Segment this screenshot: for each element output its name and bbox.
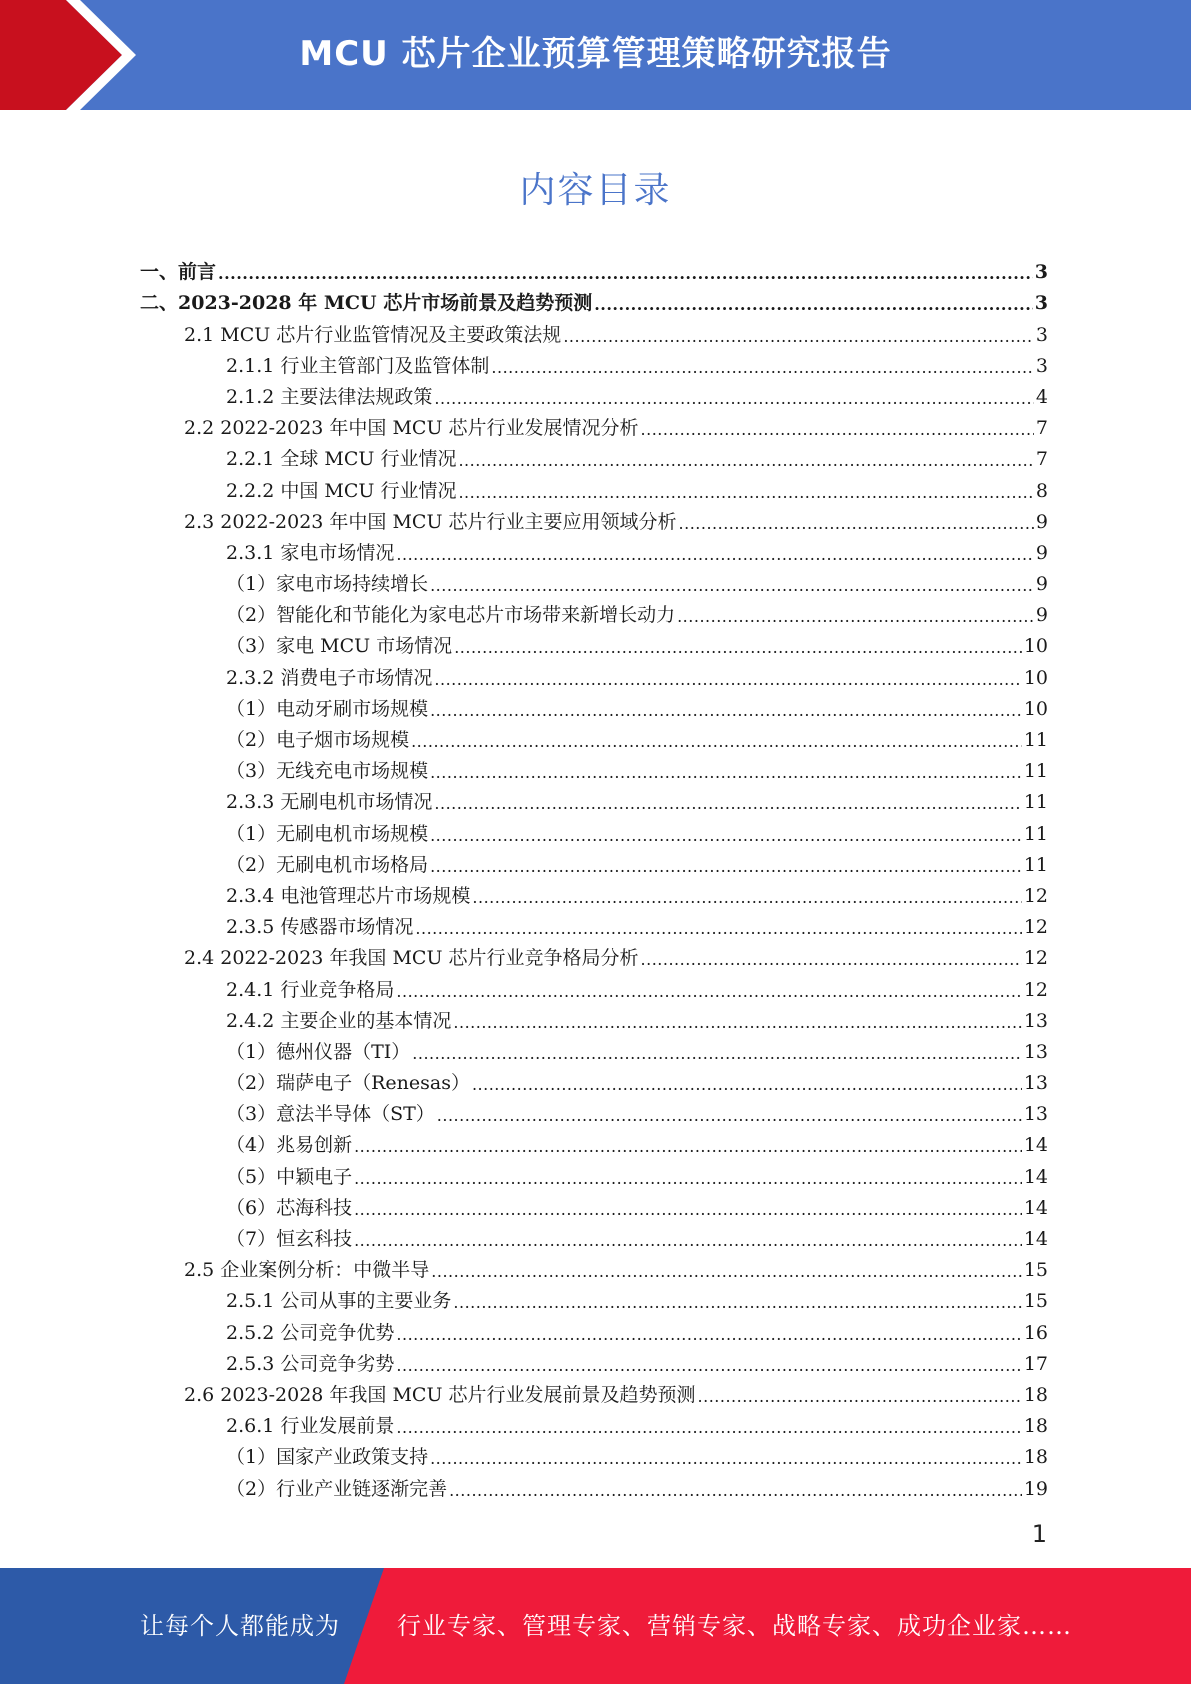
- toc-entry-page: 14: [1023, 1134, 1048, 1157]
- toc-dot-leader: [354, 1169, 1022, 1189]
- toc-entry[interactable]: [140, 877, 1048, 908]
- toc-entry[interactable]: [140, 658, 1048, 689]
- toc-entry-page: 7: [1035, 448, 1048, 471]
- toc-entry-title: 2.3.3 无刷电机市场情况: [226, 791, 433, 814]
- toc-entry[interactable]: [140, 1345, 1048, 1376]
- toc-entry-title: 2.4.1 行业竞争格局: [226, 978, 395, 1001]
- toc-entry[interactable]: [140, 690, 1048, 721]
- toc-dot-leader: [677, 607, 1034, 627]
- toc-entry-page: 9: [1035, 604, 1048, 627]
- toc-dot-leader: [354, 1137, 1022, 1157]
- toc-entry-page: 10: [1023, 635, 1048, 658]
- toc-entry[interactable]: [140, 1438, 1048, 1469]
- toc-entry-title: （1）电动牙刷市场规模: [226, 697, 429, 720]
- toc-entry[interactable]: [140, 1157, 1048, 1188]
- toc-dot-leader: [472, 888, 1021, 908]
- toc-dot-leader: [396, 982, 1021, 1002]
- toc-entry-title: （2）无刷电机市场格局: [226, 853, 429, 876]
- toc-entry[interactable]: [140, 1251, 1048, 1282]
- toc-entry-title: 2.6 2023-2028 年我国 MCU 芯片行业发展前景及趋势预测: [184, 1383, 696, 1406]
- toc-entry-page: 14: [1023, 1165, 1048, 1188]
- toc-dot-leader: [354, 1231, 1022, 1251]
- toc-entry-page: 13: [1023, 1009, 1048, 1032]
- toc-entry-page: 3: [1035, 354, 1048, 377]
- toc-dot-leader: [396, 1356, 1021, 1376]
- toc-dot-leader: [458, 451, 1033, 471]
- toc-entry[interactable]: [140, 846, 1048, 877]
- toc-entry[interactable]: [140, 1126, 1048, 1157]
- toc-dot-leader: [679, 514, 1034, 534]
- toc-dot-leader: [641, 420, 1034, 440]
- toc-entry[interactable]: [140, 347, 1048, 378]
- toc-entry-title: 二、2023-2028 年 MCU 芯片市场前景及趋势预测: [140, 292, 593, 315]
- report-header: [0, 0, 1191, 110]
- toc-entry-page: 3: [1035, 323, 1048, 346]
- toc-entry-page: 11: [1023, 853, 1048, 876]
- toc-dot-leader: [698, 1387, 1022, 1407]
- toc-entry-title: 2.5.3 公司竞争劣势: [226, 1352, 395, 1375]
- toc-entry-page: 15: [1023, 1259, 1048, 1282]
- toc-entry[interactable]: [140, 1033, 1048, 1064]
- toc-entry-page: 15: [1023, 1290, 1048, 1313]
- footer-banner: [0, 1568, 1191, 1684]
- toc-entry-title: （6）芯海科技: [226, 1196, 353, 1219]
- toc-entry-page: 11: [1023, 791, 1048, 814]
- toc-entry-title: （4）兆易创新: [226, 1134, 353, 1157]
- toc-entry-title: 2.3.1 家电市场情况: [226, 541, 395, 564]
- toc-dot-leader: [458, 483, 1033, 503]
- toc-entry[interactable]: [140, 253, 1048, 284]
- toc-entry-page: 10: [1023, 697, 1048, 720]
- toc-entry-title: （3）意法半导体（ST）: [226, 1103, 435, 1126]
- toc-entry-title: 2.5 企业案例分析：中微半导: [184, 1259, 430, 1282]
- toc-entry-page: 12: [1023, 947, 1048, 970]
- toc-entry-title: 2.5.1 公司从事的主要业务: [226, 1290, 452, 1313]
- toc-entry[interactable]: [140, 1469, 1048, 1500]
- toc-entry-title: （1）德州仪器（TI）: [226, 1040, 411, 1063]
- toc-dot-leader: [430, 763, 1022, 783]
- toc-entry-page: 16: [1023, 1321, 1048, 1344]
- toc-entry-page: 14: [1023, 1196, 1048, 1219]
- toc-entry[interactable]: [140, 1220, 1048, 1251]
- toc-dot-leader: [472, 1075, 1022, 1095]
- toc-entry-page: 18: [1023, 1446, 1048, 1469]
- toc-entry[interactable]: [140, 783, 1048, 814]
- toc-entry-page: 17: [1023, 1352, 1048, 1375]
- toc-entry-page: 9: [1035, 510, 1048, 533]
- toc-entry-page: 10: [1023, 666, 1048, 689]
- table-of-contents: [140, 253, 1048, 1501]
- toc-heading: 内容目录: [519, 170, 672, 211]
- toc-entry[interactable]: [140, 284, 1048, 315]
- toc-entry-page: 9: [1035, 573, 1048, 596]
- toc-entry-page: 11: [1023, 822, 1048, 845]
- toc-entry[interactable]: [140, 1064, 1048, 1095]
- toc-entry[interactable]: [140, 534, 1048, 565]
- toc-entry[interactable]: [140, 627, 1048, 658]
- toc-entry[interactable]: [140, 752, 1048, 783]
- toc-entry[interactable]: [140, 409, 1048, 440]
- toc-entry-page: 13: [1023, 1072, 1048, 1095]
- toc-dot-leader: [434, 389, 1034, 409]
- toc-dot-leader: [641, 950, 1022, 970]
- toc-entry[interactable]: [140, 315, 1048, 346]
- toc-entry[interactable]: [140, 814, 1048, 845]
- toc-dot-leader: [434, 794, 1021, 814]
- toc-dot-leader: [434, 670, 1021, 690]
- toc-dot-leader: [491, 358, 1034, 378]
- toc-entry-page: 4: [1035, 385, 1048, 408]
- toc-dot-leader: [453, 1293, 1021, 1313]
- toc-dot-leader: [412, 1044, 1022, 1064]
- toc-entry-title: 2.5.2 公司竞争优势: [226, 1321, 395, 1344]
- toc-entry[interactable]: [140, 503, 1048, 534]
- toc-entry-page: 12: [1023, 916, 1048, 939]
- footer-slogan-left: 让每个人都能成为: [140, 1612, 340, 1640]
- toc-entry[interactable]: [140, 721, 1048, 752]
- toc-entry[interactable]: [140, 1282, 1048, 1313]
- toc-entry-title: （2）电子烟市场规模: [226, 729, 410, 751]
- toc-entry[interactable]: [140, 1407, 1048, 1438]
- toc-entry-title: 2.6.1 行业发展前景: [226, 1415, 395, 1438]
- toc-dot-leader: [411, 732, 1022, 752]
- toc-dot-leader: [437, 1106, 1022, 1126]
- toc-entry[interactable]: [140, 1376, 1048, 1407]
- toc-entry-title: 2.1.1 行业主管部门及监管体制: [226, 354, 490, 377]
- toc-entry[interactable]: [140, 970, 1048, 1001]
- toc-entry-page: 12: [1023, 884, 1048, 907]
- toc-entry-page: 3: [1034, 261, 1048, 284]
- toc-entry-page: 13: [1023, 1103, 1048, 1126]
- toc-entry[interactable]: [140, 908, 1048, 939]
- toc-dot-leader: [218, 264, 1033, 284]
- toc-entry-title: （3）无线充电市场规模: [226, 760, 429, 783]
- toc-dot-leader: [563, 327, 1034, 347]
- toc-entry[interactable]: [140, 1095, 1048, 1126]
- toc-entry-title: （1）无刷电机市场规模: [226, 822, 429, 845]
- toc-entry[interactable]: [140, 471, 1048, 502]
- toc-dot-leader: [430, 701, 1022, 721]
- toc-dot-leader: [430, 1449, 1022, 1469]
- toc-entry-title: 2.2.1 全球 MCU 行业情况: [226, 448, 457, 471]
- footer-slogan-right: 行业专家、管理专家、营销专家、战略专家、成功企业家……: [397, 1612, 1072, 1640]
- toc-entry-page: 7: [1035, 417, 1048, 440]
- toc-entry-title: 2.3.4 电池管理芯片市场规模: [226, 884, 471, 907]
- toc-entry-page: 13: [1023, 1040, 1048, 1063]
- toc-dot-leader: [430, 826, 1022, 846]
- toc-entry-title: （2）行业产业链逐渐完善: [226, 1477, 448, 1500]
- toc-dot-leader: [449, 1481, 1022, 1501]
- toc-entry[interactable]: [140, 440, 1048, 471]
- toc-entry-title: （1）家电市场持续增长: [226, 573, 429, 596]
- toc-dot-leader: [354, 1200, 1022, 1220]
- toc-entry-title: （3）家电 MCU 市场情况: [226, 635, 453, 658]
- toc-entry[interactable]: [140, 1002, 1048, 1033]
- toc-entry-title: 2.3.5 传感器市场情况: [226, 916, 414, 939]
- toc-entry-title: 2.1 MCU 芯片行业监管情况及主要政策法规: [184, 323, 562, 346]
- toc-entry-title: （5）中颖电子: [226, 1165, 353, 1188]
- report-title: MCU 芯片企业预算管理策略研究报告: [299, 34, 892, 74]
- toc-dot-leader: [430, 857, 1022, 877]
- toc-entry-title: （7）恒玄科技: [226, 1228, 353, 1250]
- toc-entry-title: 2.4 2022-2023 年我国 MCU 芯片行业竞争格局分析: [184, 947, 639, 970]
- toc-entry[interactable]: [140, 939, 1048, 970]
- toc-entry-title: （2）智能化和节能化为家电芯片市场带来新增长动力: [226, 604, 676, 627]
- toc-dot-leader: [431, 1262, 1022, 1282]
- toc-dot-leader: [396, 545, 1034, 565]
- page-number: 1: [1031, 1520, 1047, 1548]
- toc-entry-title: 2.3.2 消费电子市场情况: [226, 666, 433, 689]
- toc-entry-page: 11: [1023, 729, 1048, 751]
- toc-entry-page: 18: [1023, 1383, 1048, 1406]
- toc-entry-page: 11: [1023, 760, 1048, 783]
- toc-dot-leader: [415, 919, 1021, 939]
- toc-dot-leader: [430, 576, 1034, 596]
- toc-entry-title: （1）国家产业政策支持: [226, 1446, 429, 1469]
- toc-entry-page: 18: [1023, 1415, 1048, 1438]
- toc-entry-title: 2.2.2 中国 MCU 行业情况: [226, 479, 457, 502]
- toc-entry[interactable]: [140, 1313, 1048, 1344]
- toc-entry[interactable]: [140, 596, 1048, 627]
- toc-entry-title: （2）瑞萨电子（Renesas）: [226, 1072, 470, 1095]
- toc-entry-title: 2.2 2022-2023 年中国 MCU 芯片行业发展情况分析: [184, 417, 639, 440]
- toc-entry[interactable]: [140, 1189, 1048, 1220]
- toc-dot-leader: [594, 295, 1033, 315]
- toc-entry-page: 3: [1034, 292, 1048, 315]
- toc-dot-leader: [454, 638, 1022, 658]
- toc-entry-title: 2.4.2 主要企业的基本情况: [226, 1009, 452, 1032]
- toc-entry[interactable]: [140, 378, 1048, 409]
- toc-entry-title: 2.1.2 主要法律法规政策: [226, 385, 433, 408]
- toc-entry[interactable]: [140, 565, 1048, 596]
- toc-entry-page: 19: [1023, 1477, 1048, 1500]
- toc-entry-page: 8: [1035, 479, 1048, 502]
- toc-entry-title: 2.3 2022-2023 年中国 MCU 芯片行业主要应用领域分析: [184, 510, 677, 533]
- toc-dot-leader: [453, 1013, 1021, 1033]
- toc-entry-page: 14: [1023, 1228, 1048, 1250]
- toc-dot-leader: [396, 1325, 1021, 1345]
- toc-entry-page: 12: [1023, 978, 1048, 1001]
- toc-entry-title: 一、前言: [140, 261, 217, 284]
- toc-dot-leader: [396, 1418, 1021, 1438]
- toc-entry-page: 9: [1035, 541, 1048, 564]
